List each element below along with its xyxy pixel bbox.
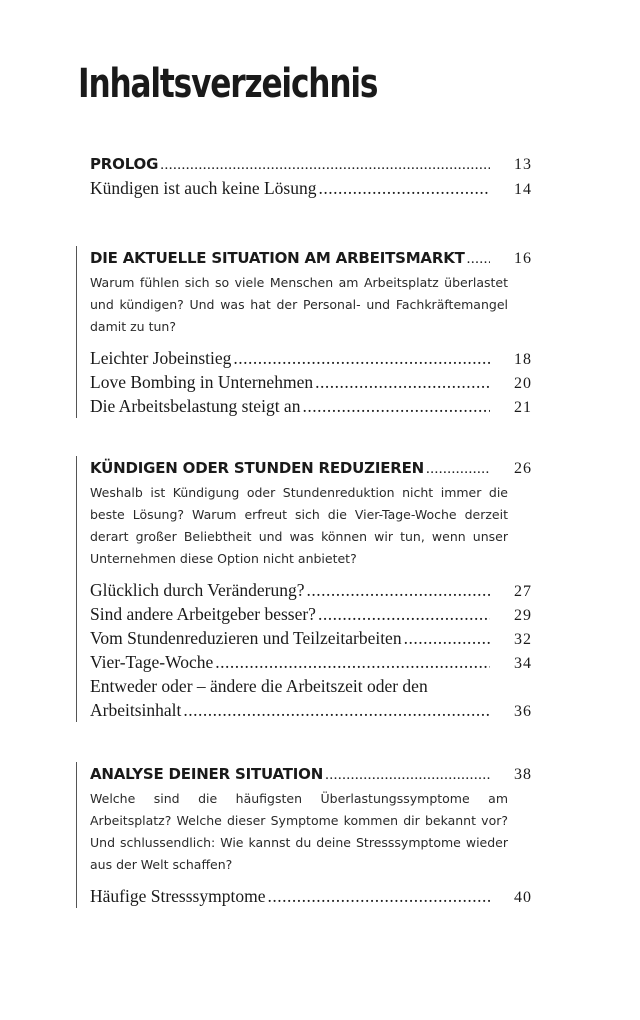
toc-entry[interactable] — [90, 346, 532, 370]
toc-entry-label-line2: Arbeitsinhalt — [90, 700, 182, 720]
toc-page-number: 18 — [514, 351, 532, 368]
leader-dots — [215, 650, 490, 674]
toc-entry-label: Love Bombing in Unternehmen — [90, 372, 314, 392]
toc-entry-label-line1: Entweder oder – ändere die Arbeitszeit oder den — [90, 676, 428, 696]
prolog-block — [90, 152, 532, 200]
section-description: Warum fühlen sich so viele Menschen am Arbeitsplatz überlastet und kündigen? Und was hat der Personal- und Fachkräftemangel damit zu tun? — [90, 275, 508, 334]
leader-dots — [160, 153, 490, 177]
toc-page-number: 27 — [514, 583, 532, 600]
leader-dots — [302, 394, 490, 418]
toc-page-number: 38 — [514, 766, 532, 783]
leader-dots — [233, 346, 490, 370]
toc-page-number: 32 — [514, 631, 532, 648]
section-description: Welche sind die häufigsten Überlastungssymptome am Arbeitsplatz? Welche dieser Symptome kommen dir bekannt vor? Und schlussendlich: Wie kannst du deine Stresssymptome wieder aus der Welt schaffen? — [90, 791, 508, 872]
toc-page-number: 34 — [514, 655, 532, 672]
toc-section — [76, 762, 532, 908]
toc-entry-label: Sind andere Arbeitgeber besser? — [90, 604, 316, 624]
toc-heading-label: PROLOG — [90, 155, 159, 173]
leader-dots — [318, 602, 490, 626]
toc-page-number: 21 — [514, 399, 532, 416]
toc-page-number: 13 — [514, 156, 532, 173]
toc-entry[interactable] — [90, 370, 532, 394]
leader-dots — [325, 763, 490, 787]
toc-section-heading[interactable] — [90, 456, 532, 480]
toc-entry-label: Häufige Stresssymptome — [90, 886, 266, 906]
leader-dots — [183, 698, 490, 722]
leader-dots — [426, 457, 490, 481]
toc-entry-label: Glücklich durch Veränderung? — [90, 580, 305, 600]
toc-entry[interactable] — [90, 394, 532, 418]
toc-page-number: 29 — [514, 607, 532, 624]
toc-section — [76, 246, 532, 418]
section-description: Weshalb ist Kündigung oder Stundenreduktion nicht immer die beste Lösung? Warum erfreut sich die Vier-Tage-Woche derzeit derart großer Beliebtheit und was können wir tun, wenn unser Unternehmen diese Option nicht anbietet? — [90, 485, 508, 566]
toc-entry-label: Kündigen ist auch keine Lösung — [90, 178, 317, 198]
toc-page-number: 14 — [514, 181, 532, 198]
toc-entry-label: Vom Stundenreduzieren und Teilzeitarbeiten — [90, 628, 402, 648]
leader-dots — [318, 176, 490, 200]
leader-dots — [467, 247, 490, 271]
toc-heading-label: DIE AKTUELLE SITUATION AM ARBEITSMARKT — [90, 249, 465, 267]
toc-page-number: 20 — [514, 375, 532, 392]
toc-entry[interactable] — [90, 626, 532, 650]
toc-entry[interactable] — [90, 176, 532, 200]
toc-heading-label: ANALYSE DEINER SITUATION — [90, 765, 324, 783]
leader-dots — [315, 370, 490, 394]
toc-entry[interactable] — [90, 650, 532, 674]
toc-section — [76, 456, 532, 722]
toc-entry[interactable] — [90, 884, 532, 908]
leader-dots — [306, 578, 490, 602]
toc-page-number: 40 — [514, 889, 532, 906]
toc-entry-label: Leichter Jobeinstieg — [90, 348, 232, 368]
toc-entry[interactable] — [90, 578, 532, 602]
toc-section-heading[interactable] — [90, 246, 532, 270]
toc-entry[interactable] — [90, 602, 532, 626]
toc-page-number: 16 — [514, 250, 532, 267]
leader-dots — [267, 884, 490, 908]
toc-entry-label: Vier-Tage-Woche — [90, 652, 214, 672]
toc-entry-multiline[interactable] — [90, 674, 532, 722]
toc-page-number: 26 — [514, 460, 532, 477]
toc-heading-label: KÜNDIGEN ODER STUNDEN REDUZIEREN — [90, 459, 425, 477]
toc-heading-prolog[interactable] — [90, 152, 532, 176]
toc-entry-second-line — [90, 698, 532, 722]
toc-section-heading[interactable] — [90, 762, 532, 786]
leader-dots — [404, 626, 490, 650]
page-title: Inhaltsverzeichnis — [78, 61, 378, 107]
toc-entry-label: Die Arbeitsbelastung steigt an — [90, 396, 301, 416]
toc-page-number: 36 — [514, 703, 532, 720]
